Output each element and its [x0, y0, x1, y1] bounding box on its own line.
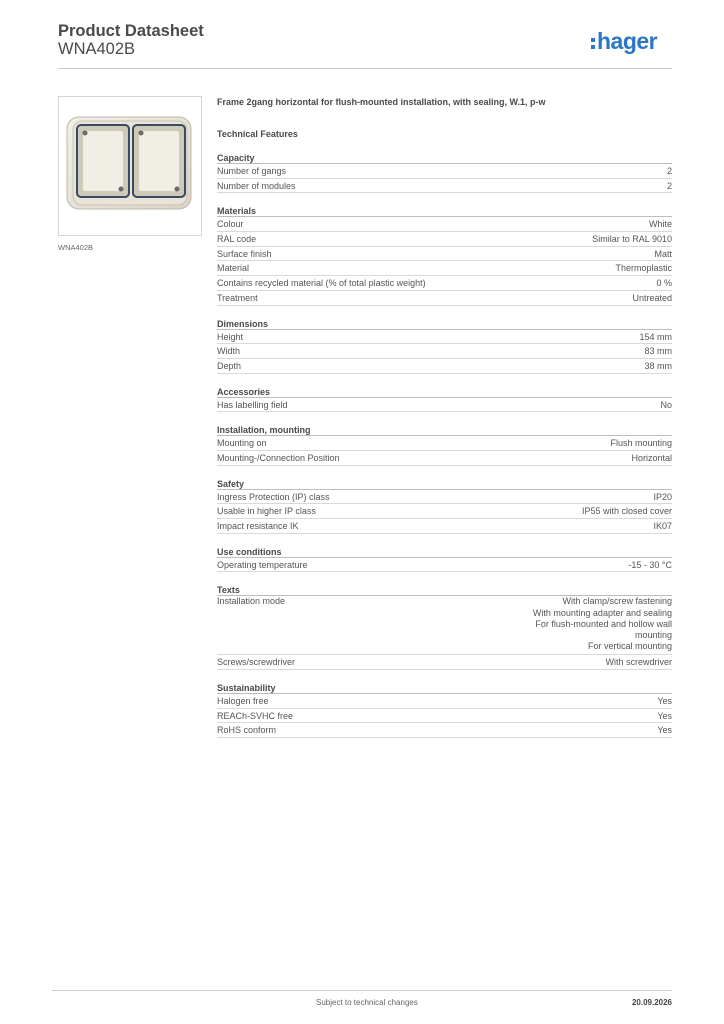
spec-row — [217, 558, 672, 573]
spec-value: Untreated — [632, 292, 672, 303]
spec-group — [217, 682, 672, 738]
spec-value: Yes — [657, 710, 672, 721]
spec-label: Operating temperature — [217, 559, 308, 570]
spec-value: 0 % — [656, 278, 672, 289]
spec-row — [217, 330, 672, 345]
logo-text: hager — [597, 28, 658, 54]
spec-value: With screwdriver — [605, 657, 672, 668]
spec-label: Height — [217, 331, 244, 342]
spec-value: 38 mm — [644, 360, 672, 371]
spec-group — [217, 152, 672, 193]
spec-value: Yes — [657, 696, 672, 707]
spec-label: RAL code — [217, 234, 257, 245]
spec-label: Surface finish — [217, 248, 272, 259]
spec-row — [217, 179, 672, 194]
spec-label: Colour — [217, 219, 244, 230]
spec-value: Matt — [654, 248, 672, 259]
page-title: Product Datasheet — [58, 22, 204, 40]
spec-label: Material — [217, 263, 250, 274]
spec-row — [217, 596, 672, 655]
product-code: WNA402B — [58, 40, 136, 58]
frame-illustration — [59, 97, 201, 235]
spec-group — [217, 546, 672, 573]
spec-group — [217, 584, 672, 670]
spec-group-title: Texts — [217, 584, 672, 596]
spec-group-title: Sustainability — [217, 682, 672, 694]
spec-value: IP55 with closed cover — [581, 506, 672, 517]
spec-row — [217, 398, 672, 413]
spec-value-line: With clamp/screw fastening — [562, 596, 672, 607]
spec-value-line: For vertical mounting — [587, 641, 672, 652]
spec-row — [217, 217, 672, 232]
spec-group — [217, 478, 672, 534]
spec-row — [217, 694, 672, 709]
technical-features-title: Technical Features — [217, 129, 298, 139]
spec-row — [217, 164, 672, 179]
spec-label: Width — [217, 346, 241, 357]
spec-group-title: Capacity — [217, 152, 672, 164]
spec-row — [217, 344, 672, 359]
spec-row — [217, 436, 672, 451]
hager-logo — [591, 28, 657, 55]
spec-label: REACh-SVHC free — [217, 710, 294, 721]
logo-dots-icon — [591, 38, 595, 49]
spec-label: Number of modules — [217, 180, 296, 191]
footer-date: 20.09.2026 — [631, 998, 672, 1007]
spec-value-line: For flush-mounted and hollow wall mounting — [535, 618, 672, 640]
specification-content — [217, 96, 672, 738]
spec-group-title: Materials — [217, 205, 672, 217]
product-description: Frame 2gang horizontal for flush-mounted installation, with sealing, W.1, p-w — [217, 97, 546, 107]
spec-group-title: Accessories — [217, 386, 672, 398]
spec-label: Depth — [217, 360, 242, 371]
spec-group — [217, 386, 672, 413]
footer-divider — [52, 990, 672, 991]
spec-row — [217, 709, 672, 724]
spec-group-title: Dimensions — [217, 318, 672, 330]
spec-label: Screws/screwdriver — [217, 657, 296, 668]
spec-row — [217, 359, 672, 374]
spec-row — [217, 490, 672, 505]
spec-label: Usable in higher IP class — [217, 506, 316, 517]
spec-value-line: With mounting adapter and sealing — [532, 607, 672, 618]
spec-label: Impact resistance IK — [217, 521, 299, 531]
spec-label: Treatment — [217, 292, 258, 303]
spec-row — [217, 504, 672, 519]
spec-value: 2 — [666, 166, 672, 176]
spec-label: Has labelling field — [217, 399, 288, 410]
image-caption: WNA402B — [58, 243, 94, 252]
spec-value: White — [648, 219, 672, 230]
spec-value: Horizontal — [631, 452, 672, 463]
spec-groups — [217, 152, 672, 738]
spec-group — [217, 205, 672, 305]
spec-row — [217, 276, 672, 291]
spec-label: Ingress Protection (IP) class — [217, 491, 330, 502]
spec-value: 83 mm — [644, 346, 672, 357]
spec-row — [217, 232, 672, 247]
header-divider — [58, 68, 672, 69]
spec-row — [217, 519, 672, 534]
spec-row — [217, 247, 672, 262]
spec-label: Number of gangs — [217, 166, 287, 176]
product-image — [58, 96, 202, 236]
spec-value: 154 mm — [639, 331, 672, 342]
spec-group — [217, 424, 672, 465]
spec-label: Contains recycled material (% of total plastic weight) — [217, 278, 426, 289]
spec-row — [217, 261, 672, 276]
spec-value: Similar to RAL 9010 — [592, 234, 672, 245]
spec-row — [217, 723, 672, 738]
spec-label: RoHS conform — [217, 725, 277, 736]
spec-group-title: Safety — [217, 478, 672, 490]
spec-value: No — [660, 399, 672, 410]
spec-value: Flush mounting — [610, 438, 672, 449]
spec-group-title: Use conditions — [217, 546, 672, 558]
footer-note: Subject to technical changes — [316, 998, 418, 1007]
spec-value: IP20 — [653, 491, 672, 502]
spec-value: 2 — [666, 180, 672, 191]
spec-label: Mounting on — [217, 438, 267, 449]
spec-value: Yes — [657, 725, 672, 736]
spec-row — [217, 655, 672, 670]
spec-value: Thermoplastic — [615, 263, 672, 274]
spec-group-title: Installation, mounting — [217, 424, 672, 436]
spec-label: Mounting-/Connection Position — [217, 452, 340, 463]
spec-value: -15 - 30 °C — [628, 559, 672, 570]
spec-value: IK07 — [653, 521, 672, 531]
spec-row — [217, 291, 672, 306]
spec-label: Halogen free — [217, 696, 269, 707]
spec-row — [217, 451, 672, 466]
spec-value — [512, 596, 672, 654]
spec-label: Installation mode — [217, 596, 286, 607]
spec-group — [217, 318, 672, 374]
